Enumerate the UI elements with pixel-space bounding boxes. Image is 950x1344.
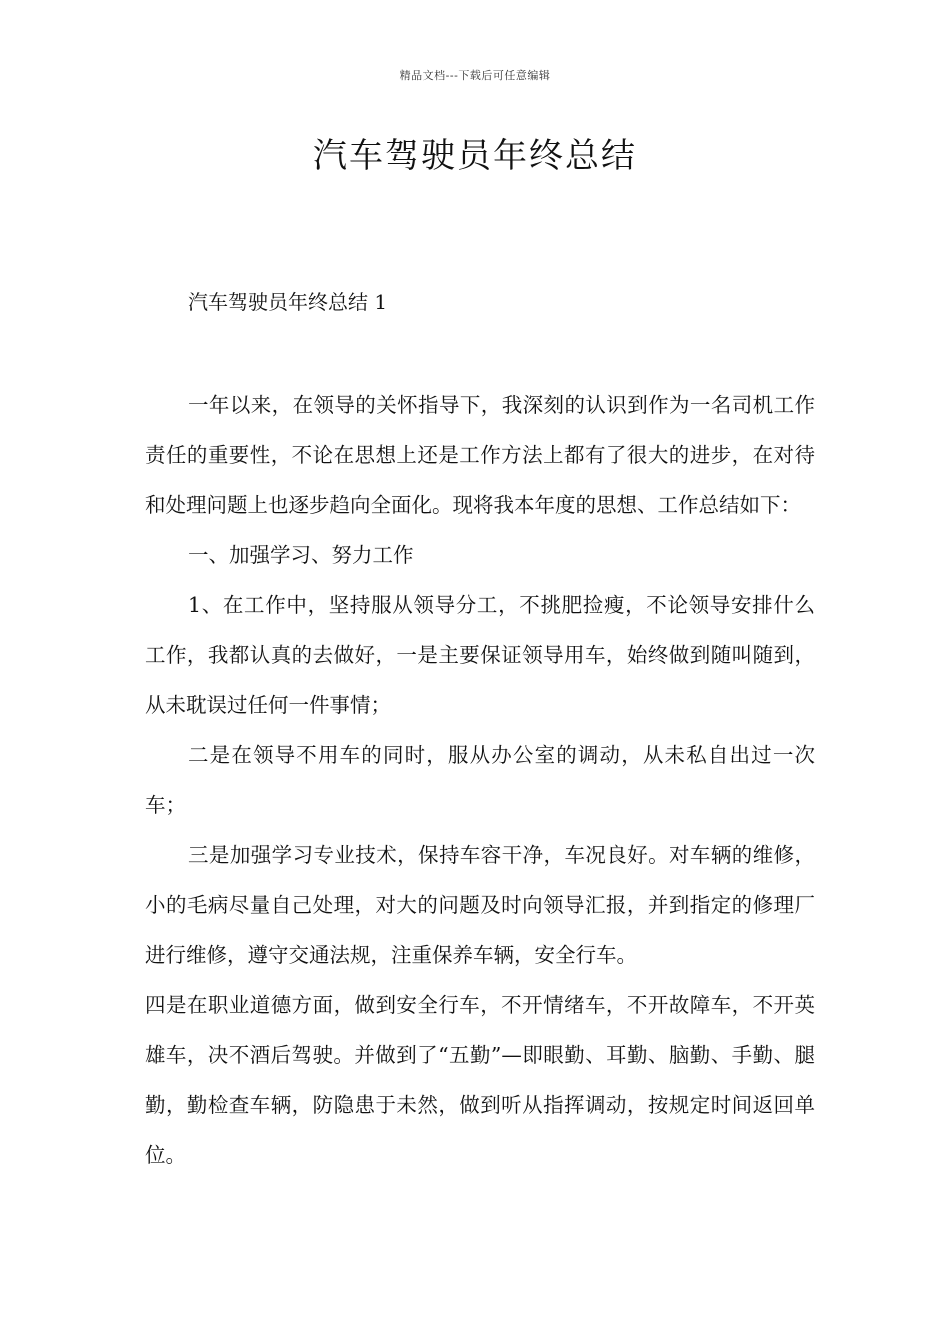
- paragraph-item-1: 1、在工作中，坚持服从领导分工，不挑肥捡瘦，不论领导安排什么工作，我都认真的去做好，一是主要保证领导用车，始终做到随叫随到，从未耽误过任何一件事情；: [145, 593, 815, 717]
- page-header: 精品文档---下载后可任意编辑: [399, 69, 551, 82]
- section-subtitle: 汽车驾驶员年终总结 1: [188, 290, 388, 314]
- paragraph-item-4: 四是在职业道德方面，做到安全行车，不开情绪车，不开故障车，不开英雄车，决不酒后驾驶。并做到了“五勤”—即眼勤、耳勤、脑勤、手勤、腿勤，勤检查车辆，防隐患于未然，做到听从指挥调动，按规定时间返回单位。: [145, 993, 815, 1167]
- paragraph-intro: 一年以来，在领导的关怀指导下，我深刻的认识到作为一名司机工作责任的重要性，不论在思想上还是工作方法上都有了很大的进步，在对待和处理问题上也逐步趋向全面化。现将我本年度的思想、工作总结如下：: [145, 393, 815, 517]
- paragraph-item-2: 二是在领导不用车的同时，服从办公室的调动，从未私自出过一次车；: [145, 743, 815, 817]
- paragraph-item-3: 三是加强学习专业技术，保持车容干净，车况良好。对车辆的维修，小的毛病尽量自己处理，对大的问题及时向领导汇报，并到指定的修理厂进行维修，遵守交通法规，注重保养车辆，安全行车。: [145, 843, 815, 967]
- document-title: 汽车驾驶员年终总结: [313, 136, 637, 176]
- document-body: [145, 380, 815, 1180]
- paragraph-heading-study: 一、加强学习、努力工作: [188, 543, 414, 567]
